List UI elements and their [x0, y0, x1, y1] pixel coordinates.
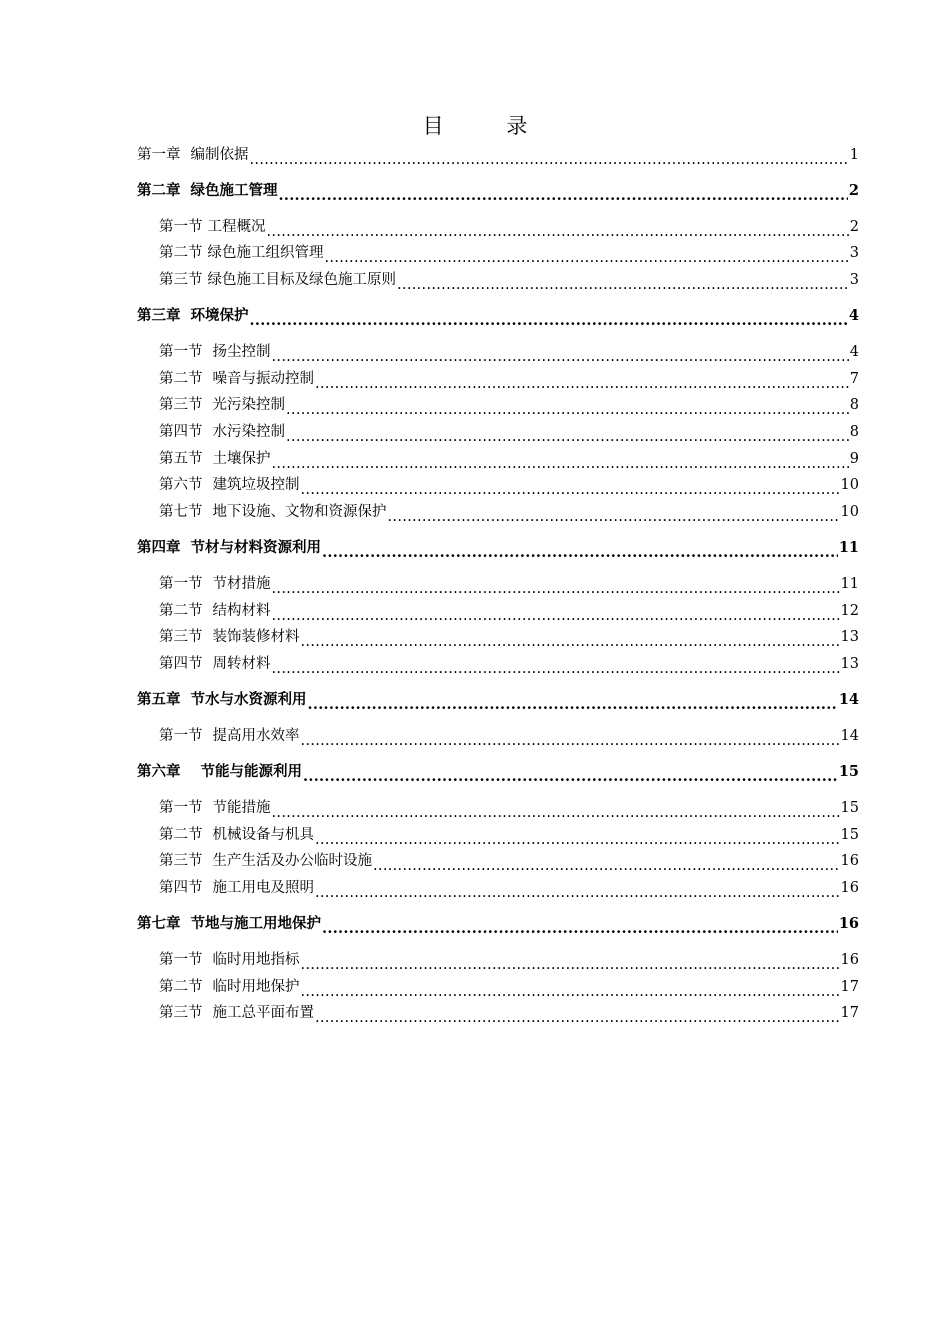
entry-number: 第三节 — [159, 853, 203, 870]
entry-number: 第二节 — [159, 370, 203, 387]
entry-number: 第七节 — [159, 503, 203, 520]
entry-title: 建筑垃圾控制 — [212, 477, 300, 494]
entry-page: 17 — [840, 1005, 859, 1022]
toc-entry-section[interactable] — [137, 1000, 859, 1027]
toc-entry-section[interactable] — [137, 973, 859, 1000]
entry-title: 节水与水资源利用 — [190, 690, 307, 708]
toc-entry-chapter-3[interactable] — [137, 302, 859, 329]
toc-entry-chapter-6[interactable] — [137, 758, 859, 785]
entry-page: 11 — [838, 538, 859, 556]
dot-leader — [272, 801, 840, 821]
entry-page: 4 — [849, 344, 859, 361]
entry-number: 第三节 — [159, 397, 203, 414]
toc-entry-section[interactable] — [137, 339, 859, 366]
toc-entry-section[interactable] — [137, 848, 859, 875]
dot-leader — [388, 505, 840, 525]
entry-number: 第三节 — [159, 629, 203, 646]
entry-number: 第二节 — [159, 826, 203, 843]
entry-title: 扬尘控制 — [212, 344, 271, 361]
entry-title: 编制依据 — [190, 146, 249, 163]
entry-page: 16 — [838, 914, 859, 932]
entry-page: 15 — [840, 800, 859, 817]
entry-page: 13 — [840, 629, 859, 646]
entry-number: 第四节 — [159, 423, 203, 440]
dot-leader — [325, 246, 849, 266]
toc-entry-chapter-1[interactable] — [137, 141, 859, 168]
entry-page: 14 — [838, 690, 859, 708]
toc-entry-chapter-2[interactable] — [137, 177, 859, 204]
entry-title: 节材措施 — [212, 575, 271, 592]
entry-number: 第一节 — [159, 575, 203, 592]
toc-entry-section[interactable] — [137, 365, 859, 392]
entry-page: 13 — [840, 655, 859, 672]
toc-entry-section[interactable] — [137, 445, 859, 472]
entry-title: 临时用地保护 — [212, 978, 300, 995]
entry-number: 第六节 — [159, 477, 203, 494]
entry-title: 地下设施、文物和资源保护 — [212, 503, 387, 520]
entry-number: 第三节 — [159, 271, 203, 288]
dot-leader — [397, 273, 849, 293]
toc-entry-chapter-4[interactable] — [137, 534, 859, 561]
toc-entry-section[interactable] — [137, 874, 859, 901]
toc-entry-section[interactable] — [137, 597, 859, 624]
entry-page: 2 — [849, 218, 859, 235]
dot-leader — [322, 917, 838, 937]
toc-entry-section[interactable] — [137, 240, 859, 267]
entry-number: 第一节 — [159, 727, 203, 744]
entry-page: 10 — [840, 503, 859, 520]
dot-leader — [315, 1006, 840, 1026]
entry-number: 第一节 — [159, 218, 203, 235]
dot-leader — [308, 693, 838, 713]
dot-leader — [373, 854, 840, 874]
toc-entry-section[interactable] — [137, 213, 859, 240]
entry-title: 绿色施工管理 — [190, 181, 278, 199]
entry-page: 1 — [849, 146, 859, 163]
dot-leader — [301, 953, 840, 973]
dot-leader — [272, 452, 849, 472]
dot-leader — [272, 657, 840, 677]
entry-number: 第四节 — [159, 655, 203, 672]
dot-leader — [286, 398, 849, 418]
entry-number: 第四章 — [137, 538, 181, 556]
dot-leader — [322, 541, 838, 561]
toc-entry-section[interactable] — [137, 650, 859, 677]
toc-entry-section[interactable] — [137, 722, 859, 749]
entry-title: 节材与材料资源利用 — [190, 538, 321, 556]
entry-number: 第四节 — [159, 879, 203, 896]
entry-number: 第五节 — [159, 450, 203, 467]
entry-page: 15 — [838, 762, 859, 780]
entry-title: 节地与施工用地保护 — [190, 914, 321, 932]
entry-title: 噪音与振动控制 — [212, 370, 314, 387]
entry-number: 第二节 — [159, 978, 203, 995]
entry-page: 16 — [840, 879, 859, 896]
dot-leader — [301, 729, 840, 749]
dot-leader — [250, 309, 848, 329]
entry-page: 3 — [849, 245, 859, 262]
entry-page: 14 — [840, 727, 859, 744]
entry-title: 临时用地指标 — [212, 952, 300, 969]
entry-title: 绿色施工目标及绿色施工原则 — [207, 271, 396, 288]
entry-page: 3 — [849, 271, 859, 288]
entry-page: 17 — [840, 978, 859, 995]
entry-page: 8 — [849, 397, 859, 414]
toc-entry-section[interactable] — [137, 472, 859, 499]
entry-page: 9 — [849, 450, 859, 467]
dot-leader — [272, 604, 840, 624]
entry-title: 提高用水效率 — [212, 727, 300, 744]
dot-leader — [301, 630, 840, 650]
entry-number: 第一节 — [159, 344, 203, 361]
entry-number: 第一节 — [159, 952, 203, 969]
entry-number: 第一节 — [159, 800, 203, 817]
entry-number: 第五章 — [137, 690, 181, 708]
dot-leader — [286, 425, 849, 445]
entry-page: 16 — [840, 853, 859, 870]
entry-title: 节能措施 — [212, 800, 271, 817]
toc-entry-section[interactable] — [137, 624, 859, 651]
toc-entry-section[interactable] — [137, 418, 859, 445]
entry-title: 水污染控制 — [212, 423, 285, 440]
toc-entry-section[interactable] — [137, 946, 859, 973]
entry-page: 2 — [848, 181, 859, 199]
entry-title: 施工总平面布置 — [212, 1005, 314, 1022]
toc-entry-section[interactable] — [137, 821, 859, 848]
table-of-contents — [137, 141, 859, 1026]
dot-leader — [267, 220, 849, 240]
entry-page: 10 — [840, 477, 859, 494]
toc-entry-section[interactable] — [137, 794, 859, 821]
entry-page: 15 — [840, 826, 859, 843]
entry-number: 第三节 — [159, 1005, 203, 1022]
entry-page: 16 — [840, 952, 859, 969]
toc-entry-chapter-7[interactable] — [137, 910, 859, 937]
entry-title: 光污染控制 — [212, 397, 285, 414]
dot-leader — [315, 881, 840, 901]
toc-entry-section[interactable] — [137, 498, 859, 525]
entry-title: 环境保护 — [190, 307, 249, 325]
entry-title: 机械设备与机具 — [212, 826, 314, 843]
toc-entry-section[interactable] — [137, 570, 859, 597]
dot-leader — [272, 577, 840, 597]
entry-title: 装饰装修材料 — [212, 629, 300, 646]
entry-title: 生产生活及办公临时设施 — [212, 853, 372, 870]
dot-leader — [315, 372, 849, 392]
entry-number: 第一章 — [137, 146, 181, 163]
entry-title: 节能与能源利用 — [200, 762, 302, 780]
dot-leader — [303, 765, 838, 785]
entry-page: 12 — [840, 602, 859, 619]
dot-leader — [301, 980, 840, 1000]
toc-title: 目 录 — [422, 114, 556, 138]
entry-number: 第六章 — [137, 762, 181, 780]
toc-entry-section[interactable] — [137, 392, 859, 419]
entry-number: 第三章 — [137, 307, 181, 325]
entry-number: 第二章 — [137, 181, 181, 199]
dot-leader — [279, 184, 848, 204]
toc-entry-section[interactable] — [137, 266, 859, 293]
entry-number: 第二节 — [159, 602, 203, 619]
dot-leader — [250, 148, 849, 168]
entry-title: 土壤保护 — [212, 450, 271, 467]
dot-leader — [301, 478, 840, 498]
dot-leader — [315, 828, 840, 848]
entry-page: 11 — [840, 575, 859, 592]
entry-page: 7 — [849, 370, 859, 387]
entry-number: 第七章 — [137, 914, 181, 932]
entry-title: 周转材料 — [212, 655, 271, 672]
entry-page: 4 — [848, 307, 859, 325]
entry-title: 工程概况 — [207, 218, 266, 235]
entry-number: 第二节 — [159, 245, 203, 262]
entry-title: 结构材料 — [212, 602, 271, 619]
entry-page: 8 — [849, 423, 859, 440]
entry-title: 绿色施工组织管理 — [207, 245, 324, 262]
toc-entry-chapter-5[interactable] — [137, 686, 859, 713]
dot-leader — [272, 345, 849, 365]
entry-title: 施工用电及照明 — [212, 879, 314, 896]
